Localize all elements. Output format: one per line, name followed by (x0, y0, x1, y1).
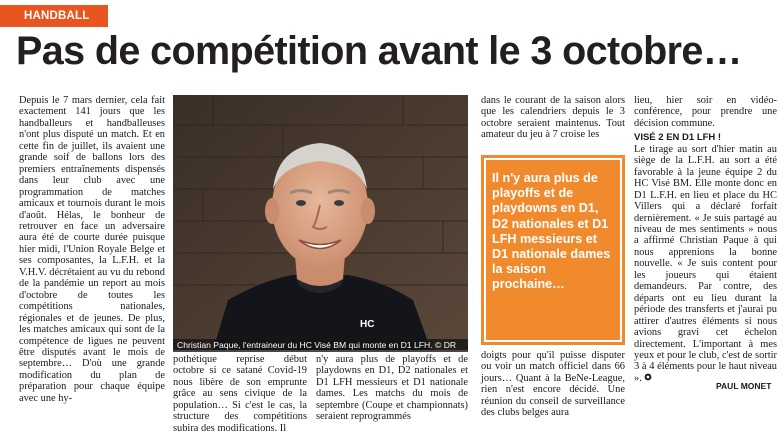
shirt-logo: HC (360, 319, 375, 330)
article-column-2 (173, 354, 307, 434)
article-column-5 (634, 95, 777, 384)
article-column-1 (19, 95, 165, 404)
column-4-top-text: dans le courant de la saison alors que les calendriers depuis le 3 octobre seraient maintenus. Tout amateur du jeu à 7 croise les (481, 95, 625, 141)
author-signature: PAUL MONET (716, 381, 772, 391)
column-3-text: n'y aura plus de playoffs et de playdowns en D1, D2 nationales et D1 LFH messieurs et D1 nationale dames. Les matchs du mois de septembre (Coupe et championnats) seraient reprogrammés (316, 354, 468, 423)
pull-quote-box (481, 155, 625, 345)
article-column-3 (316, 354, 468, 423)
column-1-text: Depuis le 7 mars dernier, cela fait exactement 141 jours que les handballeurs et handballeuses n'ont plus disputé un match. Et en cette fin de juillet, ils avaient une grande soif de ballons lors des premiers entraînements dispensés dans leur club avec une programmation de matches amicaux et tournois durant le mois d'août. Hélas, le bonheur de retrouver en face un adversaire aura été de courte durée puisque hier midi, l'Union Royale Belge et ses composantes, la L.F.H. et la V.H.V. décrétaient au vu du rebond de la pandémie un report au mois d'octobre de toutes les compétitions nationales, régionales et de jeunes. De plus, les matches amicaux qui sont de la compétence de ligues ne peuvent être disputés avant le mois de septembre… D'où une grande modification du plan de préparation pour chaque équipe avec une hy- (19, 95, 165, 404)
article-column-4-top (481, 95, 625, 141)
column-5-body-text: Le tirage au sort d'hier matin au siège de la L.F.H. au sort a été favorable à la jeune équipe 2 du HC Visé BM. Elle monte donc en D1 L.F.H. en lieu et place du HC Villers qui a déclaré forfait dernièrement. « Je suis partagé au niveau de mes sentiments » nous a affirmé Christian Paque à qui nous apprenions la bonne nouvelle. « Je suis content pour les joueurs qui étaient demandeurs. Par contre, des départs ont eu lieu durant la période des transferts et j'aurai pu attirer d'autres éléments si nous avions gravi cet échelon directement. L'important à mes yeux et pour le club, c'est de sortir 3 à 4 éléments pour le haut niveau ». (634, 143, 777, 384)
column-4-bottom-text: doigts pour qu'il puisse disputer ou voir un match officiel dans 66 jours… Quant à la BeNe-League, rien n'est encore décidé. Une réunion du conseil de surveillance des clubs belges aura (481, 350, 625, 419)
column-5-intro: lieu, hier soir en vidéo-conférence, pour prendre une décision commune. (634, 95, 777, 129)
article-column-4-bottom (481, 350, 625, 419)
headline: Pas de compétition avant le 3 octobre… (16, 29, 742, 73)
subheading: VISÉ 2 EN D1 LFH ! (634, 132, 722, 144)
coach-portrait-image (173, 95, 468, 350)
column-5-body (634, 144, 777, 385)
pull-quote: Il n'y aura plus de playoffs et de playdowns en D1, D2 nationales et D1 LFH messieurs et D1 nationale dames la saison prochaine… (492, 171, 611, 292)
section-tag (0, 5, 108, 27)
coach-photo (173, 95, 468, 350)
photo-caption: Christian Paque, l'entraineur du HC Visé BM qui monte en D1 LFH. © DR (173, 339, 468, 352)
column-2-text: pothétique reprise début octobre si ce satané Covid-19 nous libère de son emprunte grâce au sens civique de la population… Si c'est le cas, la structure des compétitions subira des modifications. Il (173, 354, 307, 434)
end-circle-icon (644, 373, 652, 381)
section-label: HANDBALL (24, 10, 90, 22)
